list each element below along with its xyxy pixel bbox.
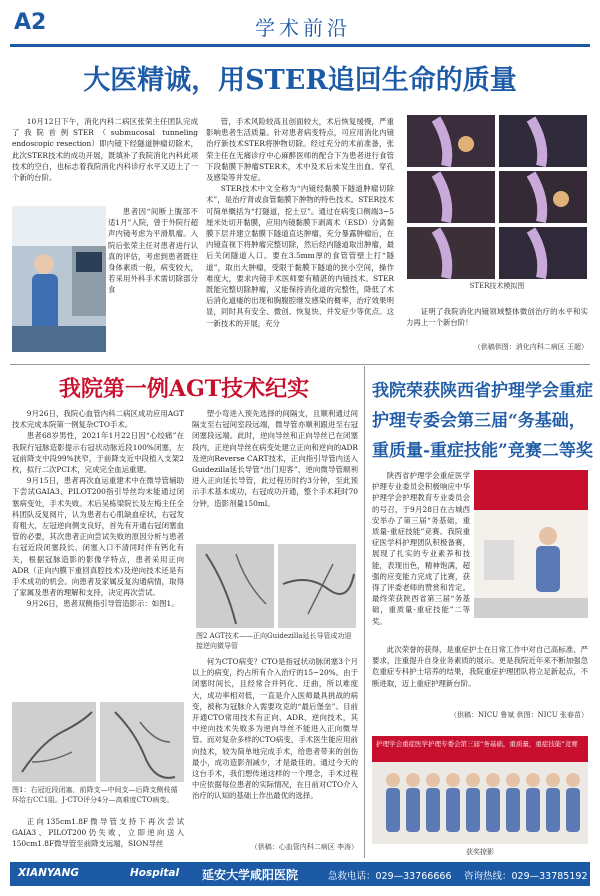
paragraph: 9月26日，患者双侧指引导管造影示：如图1。 (26, 599, 179, 609)
article1-col2 (206, 116, 394, 358)
angiogram-2a (196, 544, 274, 628)
angiogram-1b (100, 702, 184, 782)
award-banner (372, 736, 588, 762)
ster-diagram (406, 114, 588, 280)
article2-col1 (12, 408, 184, 696)
angiogram-2b (278, 544, 356, 628)
article3-credit: （供稿：NICU 鲁斌 供图：NICU 张春苗） (450, 711, 588, 719)
paragraph: 何为CTO病变？CTO是指冠状动脉闭塞3个月以上的病变，约占所有介入治疗的15~20%。由于闭塞时间长，且经常合并钙化、迂曲，所以难度大，成功率相对低，一直是介入医师最具挑战的病变，被称为冠脉介入需要攻克的“最后堡垒”。目前开通CTO常用技术有正向、ADR、逆向技术，其中逆向技术失败多为逆向导丝不能进入正向微导管。而对复杂多样的CTO病变，手术医生能应用前向技术，较为简单地完成手术，给患者带来的创伤最小，成功造影剂减少，才是最佳的。通过今天的这台手术，我们想传递这样的一个理念，手术过程中应依据每位患者的实际情况，在日前对CTO介入治疗的认知的基础上作出最优的选择。 (192, 657, 358, 801)
page-number: A2 (14, 10, 47, 35)
ster-diagram-illustration (406, 114, 588, 280)
article3-title-line1: 我院荣获陕西省护理学会重症 (372, 381, 593, 401)
header-rule (10, 44, 590, 47)
article1-credit: （供稿供图：消化内科二病区 王超） (473, 343, 588, 351)
fig1-caption: 图1：右冠近段闭塞，前降支—中间支—后降支侧枝循环给右CC1阻。J-CTO评分4分—高难度CTO病变。 (12, 786, 178, 804)
footer-hospital-en: Hospital (130, 867, 180, 879)
footer-consult-phone: 咨询热线：029—33785192 (464, 871, 588, 882)
divider (10, 364, 590, 365)
paragraph: 患者68岁男性，2021年1月22日因“心绞痛”在我院行冠脉造影提示右冠状动脉近段100%闭塞，左冠前降支中段99%狭窄，于前降支近中段植入支架2枚，拟行二次PCI术，完成完全血运重建。 (12, 431, 184, 475)
footer-emergency-phone: 急救电话：029—33766666 (328, 871, 452, 882)
paragraph: 管，手术风险较高且创面较大，术后恢复缓慢，严重影响患者生活质量。针对患者病变特点，可应用消化内镜治疗新技术STER将肿物切除。经过充分的术前准备，张荣主任在无痛诊疗中心麻醉医师的配合下为患者进行食管下段黏膜下肿瘤STER术，术中及术后未发生出血、穿孔及感染等并发症。 (206, 117, 394, 183)
paragraph: STER技术中文全称为“内镜经黏膜下隧道肿瘤切除术”，是治疗肾或食管黏膜下肿物的特色技术。STER技术可简单概括为“打隧道，挖土豆”。通过在病变口侧端3~5厘米处切开黏膜，应用内镜黏膜下剥离术（ESD）分离黏膜下层并建立黏膜下隧道直达肿瘤，充分暴露肿瘤后，在内镜直视下将肿瘤完整切除，然后经内隧道取出肿瘤，最后关闭隧道入口。要在3.5mm厚的食管管壁上打“隧道”，取出大肿瘤，受限于黏膜下隧道的狭小空间，操作难度大，要求内镜手术医师要有精湛的内镜技术。STER既能完整切除肿瘤，又能保持消化道的完整性，降低了术后消化道瘘的出现和胸腹腔继发感染的概率，治疗效果明显，同时具有安全、微创、恢复快、并发症少等优点。这一新技术的开展，充分 (206, 184, 394, 328)
angiogram-1a (12, 702, 96, 782)
article1-title: 大医精诚，用STER追回生命的质量 (83, 65, 517, 96)
article1-col1-wrap (108, 206, 198, 354)
paragraph: 9月15日，患者再次血运重建术中在微导管辅助下尝试GAIA3、PILOT200指引导丝均未能通过闭塞病变处，手术失败。术后吴栋梁院长及左梅主任全科团队反复阅片，认为患者右心肌缺血症状，右冠发育粗大，左冠逆向侧支良好，首先有开通右冠闭塞血管的必要，其次患者正向尝试失败的原因分析与患者右冠近段闭塞段长、闭塞入口不清同时伴有钙化有关，根据冠脉造影的影像学特点，患者采用正向ADR（正向内膜下重回真腔技术)及逆向技术还是有手术成功的机会。向患者及家属反复沟通病情，取得了家属及患者的理解和支持，决定再次尝试。 (12, 476, 184, 598)
article3-col-full (372, 644, 588, 704)
paragraph: 陕西省护理学会重症医学护理专业委员会积极响应中华护理学会护理教育专业委员会的号召，于9月28日在古城西安举办了第三届“务基础，重质量-重症技能”竞赛。我院重症医学科护理团队积极备赛，展现了扎实的专业素养和技能，表现出色，精神饱满，超强的应变能力完成了比赛，获得了评委老师的赞赏和肯定。最终荣获陕西省第三届“务基础，重质量-重症技能”二等奖。 (372, 471, 470, 626)
article2-credit: （供稿：心血管内科二病区 李涛） (250, 843, 358, 851)
footer-city: XIANYANG (18, 867, 80, 879)
nurse-photo (474, 470, 588, 618)
article1-col3 (406, 306, 588, 330)
paragraph: 9月26日，我院心血管内科二病区成功应用AGT技术完成本院第一例复杂CTO手术。 (12, 409, 184, 430)
paragraph: 10月12日下午，消化内科二病区张荣主任团队完成了我院首例STER（submucosal tunneling endoscopic resection）即内镜下经隧道肿瘤切除术，此次STER技术的成功开展，既填补了我院消化内科此项技术的空白，也标志着我院消化内科诊疗水平又迈上了一个新的台阶。 (12, 117, 198, 183)
article2-col2 (192, 408, 358, 538)
article2-col1-tail (12, 816, 184, 858)
article3-col1 (372, 470, 470, 642)
fig2-caption: 图2 AGT技术——正向Guidezilla延长导管成功迎接逆向微导管 (196, 632, 352, 650)
group-photo-illustration (372, 762, 588, 844)
award-photo (372, 736, 588, 844)
divider (364, 366, 365, 858)
angiogram-illustration (100, 702, 184, 782)
article2-col2b (192, 656, 358, 836)
footer-hospital-cn: 延安大学咸阳医院 (202, 868, 299, 882)
section-title: 学术前沿 (255, 16, 351, 40)
doctor-photo-illustration (12, 206, 106, 352)
angiogram-illustration (12, 702, 96, 782)
award-photo-caption: 获奖掠影 (466, 848, 494, 856)
award-banner-text: 护理学会重症医学护理专委会第三届“务基础，重质量，重症技能”竞赛 (376, 740, 578, 748)
paragraph: 此次荣誉的获得，是重症护士在日常工作中对自己高标准、严要求，注重提升自身业务素质的展示。更是我院近年来不断加强急危重症专科护士培养的结果，我院重症护理团队将立足新起点，不断进取，迈上重症护理新台阶。 (372, 645, 588, 688)
article2-title: 我院第一例AGT技术纪实 (58, 376, 310, 402)
angiogram-illustration (278, 544, 356, 628)
paragraph: 患者因“间断上腹部不适1月”入院，曾于外院行超声内镜考虑为平滑肌瘤。入院后张荣主任对患者进行认真的评估，考虑到患者既往身体素质一般，病变较大，若采用外科手术需切除部分食 (108, 207, 198, 295)
paragraph: 塑小弯进入预先选择的间隔支，且顺利通过间隔支至右冠间室段远端，微导管亦顺利跟进至右冠闭塞段远端。此时，逆向导丝和正向导丝已在闭塞段内，正逆向导丝在病变处建立正向和逆向的ADR及逆向Reverse CART技术，正向指引导管内送入Guidezilla延长导管“出门迎客”，逆向微导管顺利进入正向延长导管，此过程历时约3分钟，至此预示手术基本成功，右冠成功开通，整个手术耗时70分钟，造影剂量150ml。 (192, 409, 358, 508)
footer-bar (10, 862, 590, 886)
article3-title (372, 376, 594, 466)
article1-col1-top (12, 116, 198, 206)
angiogram-illustration (196, 544, 274, 628)
article3-title-line2: 护理专委会第三届“务基础， (372, 411, 586, 431)
paragraph: 正向135cm1.8F微导管支持下再次尝试GAIA3、PILOT200仍失败，立即逆向送入150cm1.8F微导管至前降支远端，SION导丝 (12, 817, 184, 849)
article3-title-line3: 重质量-重症技能”竞赛二等奖 (372, 441, 593, 461)
paragraph: 证明了我院消化内镜领域整体微创治疗的水平和实力再上一个新台阶！ (406, 307, 588, 328)
nurse-photo-illustration (474, 470, 588, 618)
article1-photo-doctor (12, 206, 106, 352)
ster-diagram-caption: STER技术模拟图 (469, 282, 525, 290)
